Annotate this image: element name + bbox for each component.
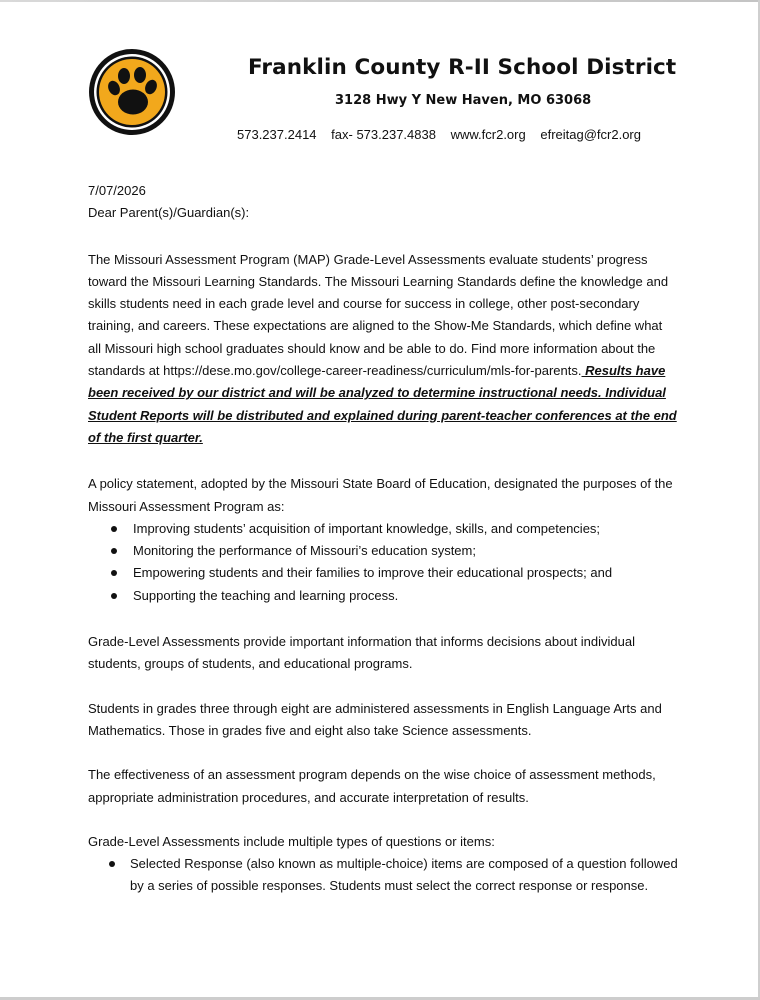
district-address: 3128 Hwy Y New Haven, MO 63068 <box>335 93 592 108</box>
intro-paragraph <box>88 249 678 450</box>
intro-text: The Missouri Assessment Program (MAP) Grade-Level Assessments evaluate students’ progress toward the Missouri Learning Standards. The Missouri Learning Standards define the knowledge and skills students need in each grade level and course for success in college, other post-secondary training, and careers. These expectations are aligned to the Show-Me Standards, which define what all Missouri high school graduates should know and be able to do. Find more information about the standards at https://dese.mo.gov/college-career-readiness/curriculum/mls-for-parents. <box>88 251 669 379</box>
paw-pad <box>118 90 148 115</box>
letter-date: 7/07/2026 <box>88 183 146 198</box>
info-paragraph: Grade-Level Assessments provide important information that informs decisions about individual students, groups of students, and educational programs. <box>88 634 635 672</box>
grades-paragraph: Students in grades three through eight are administered assessments in English Language Arts and Mathematics. Those in grades five and eight also take Science assessments. <box>88 700 662 738</box>
paw-toe-2 <box>118 68 130 84</box>
list-item: Selected Response (also known as multiple-choice) items are composed of a question followed by a series of possible responses. Students must select the correct response or response. <box>88 853 678 898</box>
results-notice: Results have been received by our district and will be analyzed to determine instructional needs. Individual Student Reports will be distributed and explained during parent-teacher conferences at the end of the first quarter. <box>88 363 677 445</box>
fax-number: fax- 573.237.4838 <box>331 127 436 142</box>
contact-line <box>237 127 641 142</box>
letter-salutation: Dear Parent(s)/Guardian(s): <box>88 205 250 221</box>
email-link[interactable]: efreitag@fcr2.org <box>540 127 641 142</box>
purposes-list <box>88 518 678 607</box>
website-link[interactable]: www.fcr2.org <box>450 127 526 142</box>
list-item: Improving students’ acquisition of important knowledge, skills, and competencies; <box>88 518 678 540</box>
letter-body <box>88 180 678 898</box>
paw-toe-3 <box>134 67 146 83</box>
policy-intro: A policy statement, adopted by the Missouri State Board of Education, designated the purposes of the Missouri Assessment Program as: <box>88 476 673 514</box>
item-types-list <box>88 853 678 898</box>
item-types-intro: Grade-Level Assessments include multiple types of questions or items: <box>88 833 495 849</box>
list-item: Supporting the teaching and learning process. <box>88 585 678 607</box>
paw-print-icon <box>88 48 176 136</box>
district-name: Franklin County R-II School District <box>248 55 677 80</box>
phone-number: 573.237.2414 <box>237 127 317 142</box>
list-item: Empowering students and their families to improve their educational prospects; and <box>88 562 678 584</box>
list-item: Monitoring the performance of Missouri’s education system; <box>88 540 678 562</box>
district-logo <box>88 48 176 136</box>
effectiveness-paragraph: The effectiveness of an assessment program depends on the wise choice of assessment methods, appropriate administration procedures, and accurate interpretation of results. <box>88 767 656 805</box>
scan-edge-top <box>0 0 760 2</box>
